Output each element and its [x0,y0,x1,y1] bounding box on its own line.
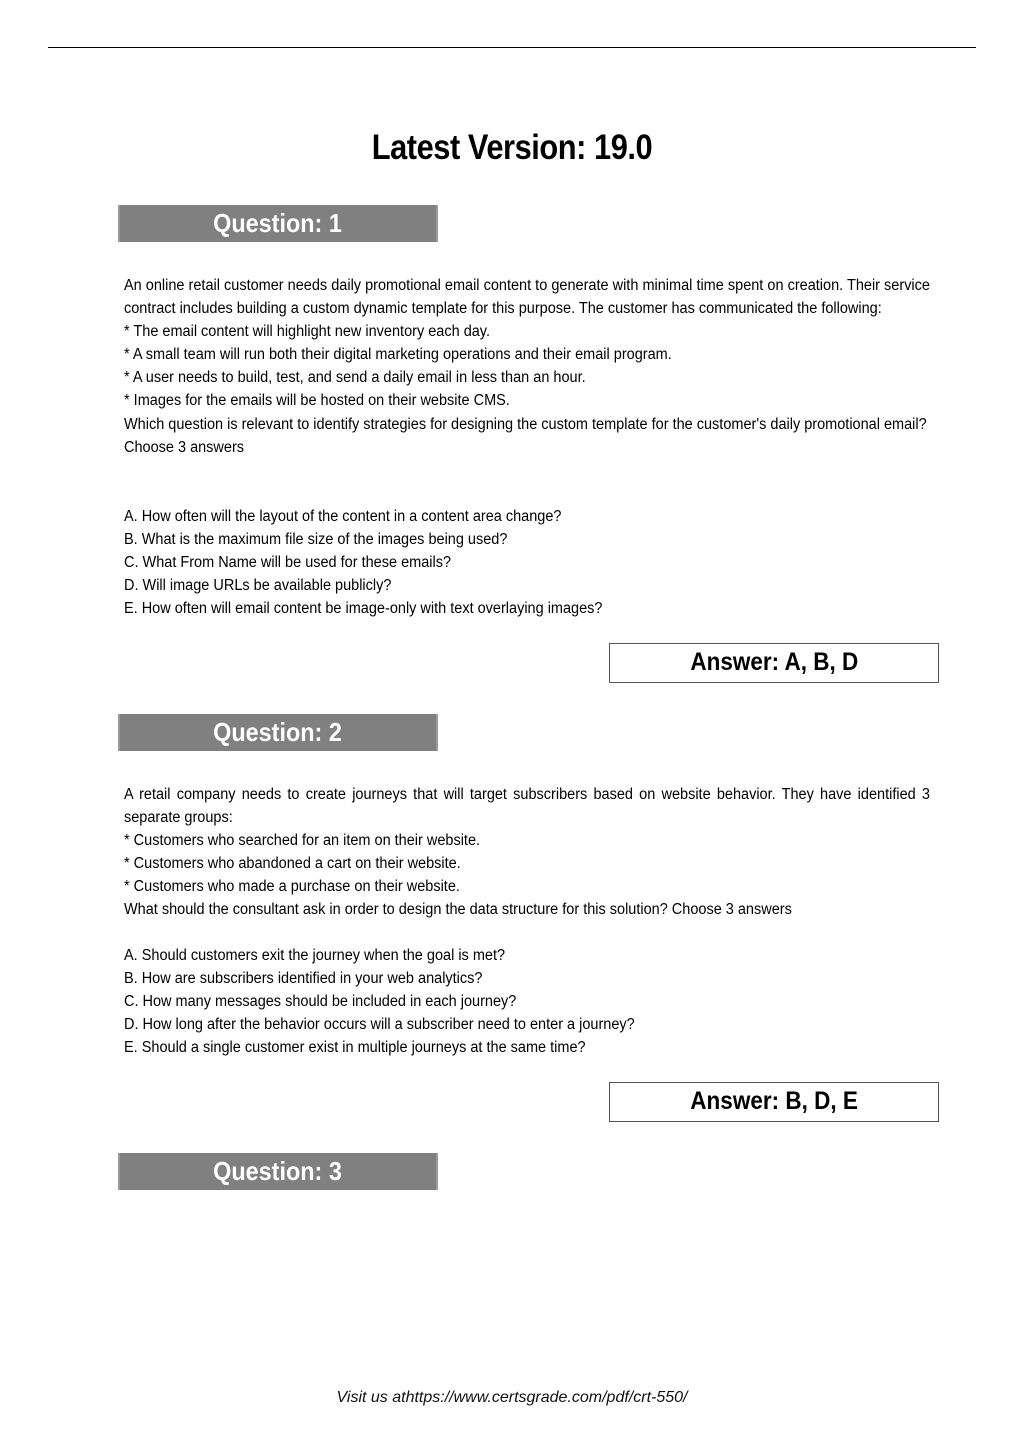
question-1-point-2: * A small team will run both their digital marketing operations and their email program. [124,346,672,364]
question-1-option-d: D. Will image URLs be available publicly? [124,577,392,595]
question-2-option-c: C. How many messages should be included in each journey? [124,993,517,1011]
question-1-options [124,505,602,620]
question-1-prompt: Which question is relevant to identify strategies for designing the custom template for the customer's daily promotional email? Choose 3 answers [124,415,927,456]
question-2-answer: Answer: B, D, E [690,1087,858,1115]
footer-link-text: Visit us athttps://www.certsgrade.com/pdf/crt-550/ [336,1389,688,1406]
question-2-option-e: E. Should a single customer exist in multiple journeys at the same time? [124,1039,586,1057]
question-2-point-2: * Customers who abandoned a cart on their website. [124,855,461,873]
question-1-option-e: E. How often will email content be image-only with text overlaying images? [124,600,603,618]
question-2-answer-box [609,1082,939,1122]
question-1-answer: Answer: A, B, D [690,648,858,676]
question-1-answer-box [609,643,939,683]
question-1-option-a: A. How often will the layout of the content in a content area change? [124,508,562,525]
question-2-banner [118,714,438,751]
question-2-stem [124,783,930,922]
question-1-point-4: * Images for the emails will be hosted on their website CMS. [124,392,510,410]
question-2-prompt: What should the consultant ask in order to design the data structure for this solution? Choose 3 answers [124,901,792,919]
question-1-stem [124,274,930,459]
question-2-point-3: * Customers who made a purchase on their website. [124,878,460,896]
question-2-options [124,944,635,1059]
question-1-point-1: * The email content will highlight new inventory each day. [124,323,491,341]
question-2-label: Question: 2 [213,717,343,747]
question-1-option-b: B. What is the maximum file size of the images being used? [124,531,508,549]
question-1-label: Question: 1 [213,208,343,238]
question-2-point-1: * Customers who searched for an item on their website. [124,832,481,850]
question-3-label: Question: 3 [213,1156,343,1186]
question-2-option-a: A. Should customers exit the journey when the goal is met? [124,947,506,964]
question-2-option-d: D. How long after the behavior occurs will a subscriber need to enter a journey? [124,1016,635,1034]
question-1-point-3: * A user needs to build, test, and send a daily email in less than an hour. [124,369,586,387]
question-2-intro: A retail company needs to create journeys that will target subscribers based on website behavior. They have identified 3 separate groups: [124,786,930,827]
question-1-banner [118,205,438,242]
question-1-intro: An online retail customer needs daily promotional email content to generate with minimal time spent on creation. Their service contract includes building a custom dynamic template for this purpose. The customer has communicated the following: [124,277,930,318]
question-2-option-b: B. How are subscribers identified in your web analytics? [124,970,483,988]
header-rule [48,47,976,48]
question-1-option-c: C. What From Name will be used for these emails? [124,554,452,572]
question-3-banner [118,1153,438,1190]
page-title: Latest Version: 19.0 [371,128,653,167]
